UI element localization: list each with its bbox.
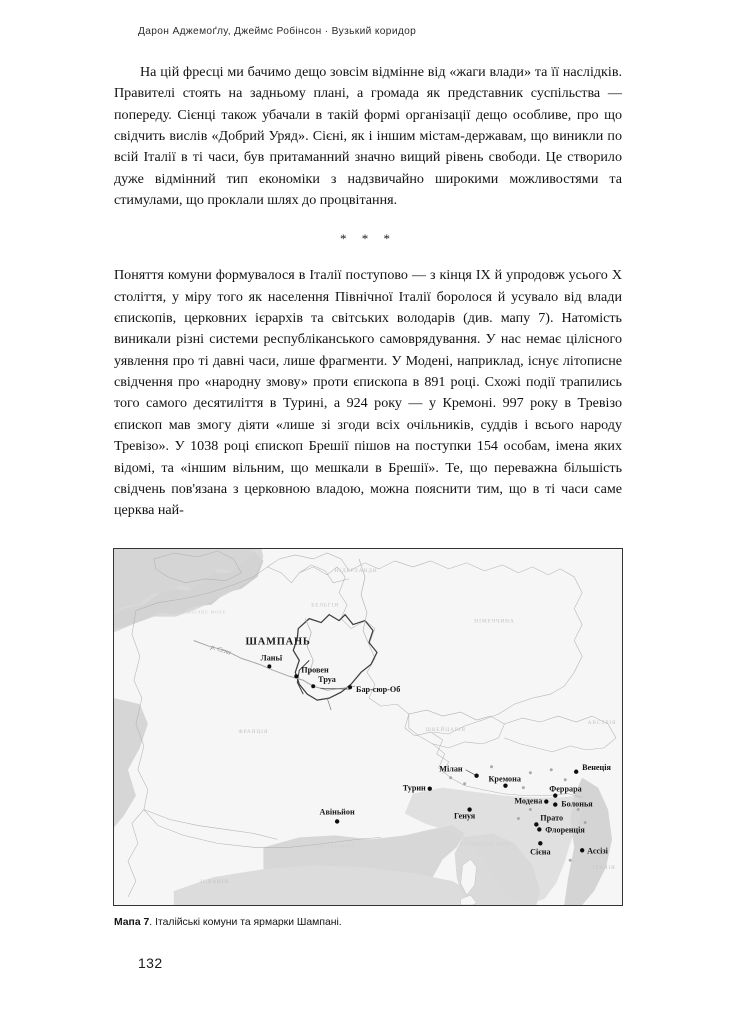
svg-text:ІСПАНІЯ: ІСПАНІЯ — [200, 879, 229, 886]
paragraph-1: На цій фресці ми бачимо дещо зовсім відмінне від «жаги влади» та її наслідків. Правителі стоять на задньому плані, а громада як представник суспільства — попереду. Сієнці також убачали в такій формі організації дещо особливе, про що свідчить вислів «Добрий Уряд». Сієні, як і іншим містам-державам, що виникли по всій Італії в ті часи, був притаманний значно вищий рівень свободи. Це створило дуже відмінний тип економіки з надзвичайно широкими можливостями та стимулами, що проклали шлях до процвітання. — [114, 64, 622, 209]
text-column — [114, 62, 622, 522]
city-label-genoa: Генуя — [454, 811, 476, 821]
city-label-turin: Турин — [402, 783, 426, 793]
paragraph-2: Поняття комуни формувалося в Італії поступово — з кінця IX й упродовж усього X століття, у міру того як населення Північної Італії боролося й усувало від влади єпископів, церковних ієрархів та світських володарів (див. мапу 7). Натомість виникали різні системи республіканського самоврядування. У нас немає цілісного уявлення про ті давні часи, лише фрагменти. У Модені, наприклад, існує літописне свідчення про «народну змову» проти єпископа в 891 році. Схожі події трапились того самого десятиліття в Турині, а 924 року — у Кремоні. 997 року в Тревізо єпископ мав змогу діяти «лише зі згоди всіх очільників, суддів і всього народу Тревізо». У 1038 році єпископ Брешії пішов на поступки 154 особам, імена яких відомі, та «іншим вільним, що мешкали в Брешії». Те, що переважна більшість свідчень пов'язана з церковною владою, можна пояснити тим, що в ті часи саме церква най- — [114, 267, 622, 519]
svg-text:ТІРРЕНСЬКЕ МОРЕ: ТІРРЕНСЬКЕ МОРЕ — [459, 841, 512, 847]
city-label-florence: Флоренція — [545, 825, 585, 835]
map-frame — [113, 548, 623, 906]
city-label-venice: Венеція — [582, 762, 611, 772]
city-label-siena: Сієна — [530, 847, 551, 857]
city-label-milan: Мілан — [439, 764, 463, 774]
svg-text:ЛІГУРІЙСЬКЕ МОРЕ: ЛІГУРІЙСЬКЕ МОРЕ — [300, 843, 356, 849]
page-number: 132 — [138, 955, 163, 971]
svg-text:АВСТРІЯ: АВСТРІЯ — [587, 720, 617, 727]
svg-text:ШВЕЙЦАРІЯ: ШВЕЙЦАРІЯ — [425, 726, 466, 733]
city-label-bar-sur-aube: Бар-сюр-Об — [356, 685, 401, 695]
city-label-troyes: Труа — [318, 675, 336, 685]
map-graphic — [114, 549, 622, 905]
city-label-ferrara: Феррара — [549, 784, 582, 794]
figure-caption-text: . Італійські комуни та ярмарки Шампані. — [149, 917, 342, 928]
figure-caption — [114, 916, 624, 930]
section-separator: * * * — [340, 231, 396, 247]
svg-text:НІДЕРЛАНДИ: НІДЕРЛАНДИ — [334, 567, 378, 574]
city-label-cremona: Кремона — [488, 774, 521, 784]
city-label-provins: Провен — [301, 665, 329, 675]
champagne-region-label: ШАМПАНЬ — [245, 636, 311, 648]
city-label-assisi: Ассізі — [587, 846, 608, 856]
paragraph-2-wrapper — [114, 265, 622, 521]
figure-caption-label: Мапа 7 — [114, 917, 150, 928]
svg-text:БЕЛЬГІЯ: БЕЛЬГІЯ — [311, 602, 340, 609]
city-label-bologna: Болонья — [561, 799, 593, 809]
svg-text:НІМЕЧЧИНА: НІМЕЧЧИНА — [474, 618, 515, 625]
city-label-lagny: Ланьї — [260, 653, 283, 663]
svg-text:ФРАНЦІЯ: ФРАНЦІЯ — [238, 728, 269, 735]
svg-text:ПІВНІЧНЕ МОРЕ: ПІВНІЧНЕ МОРЕ — [181, 609, 226, 615]
svg-text:ІТАЛІЯ: ІТАЛІЯ — [592, 865, 616, 872]
city-label-avignon: Авіньйон — [319, 807, 355, 817]
city-label-prato: Прато — [540, 813, 564, 823]
map-figure — [113, 548, 623, 906]
seine-river-label: р. Сена — [210, 643, 232, 657]
city-label-modena: Модена — [514, 796, 543, 806]
running-header: Дарон Аджемоґлу, Джеймс Робінсон · Вузький коридор — [138, 26, 417, 37]
